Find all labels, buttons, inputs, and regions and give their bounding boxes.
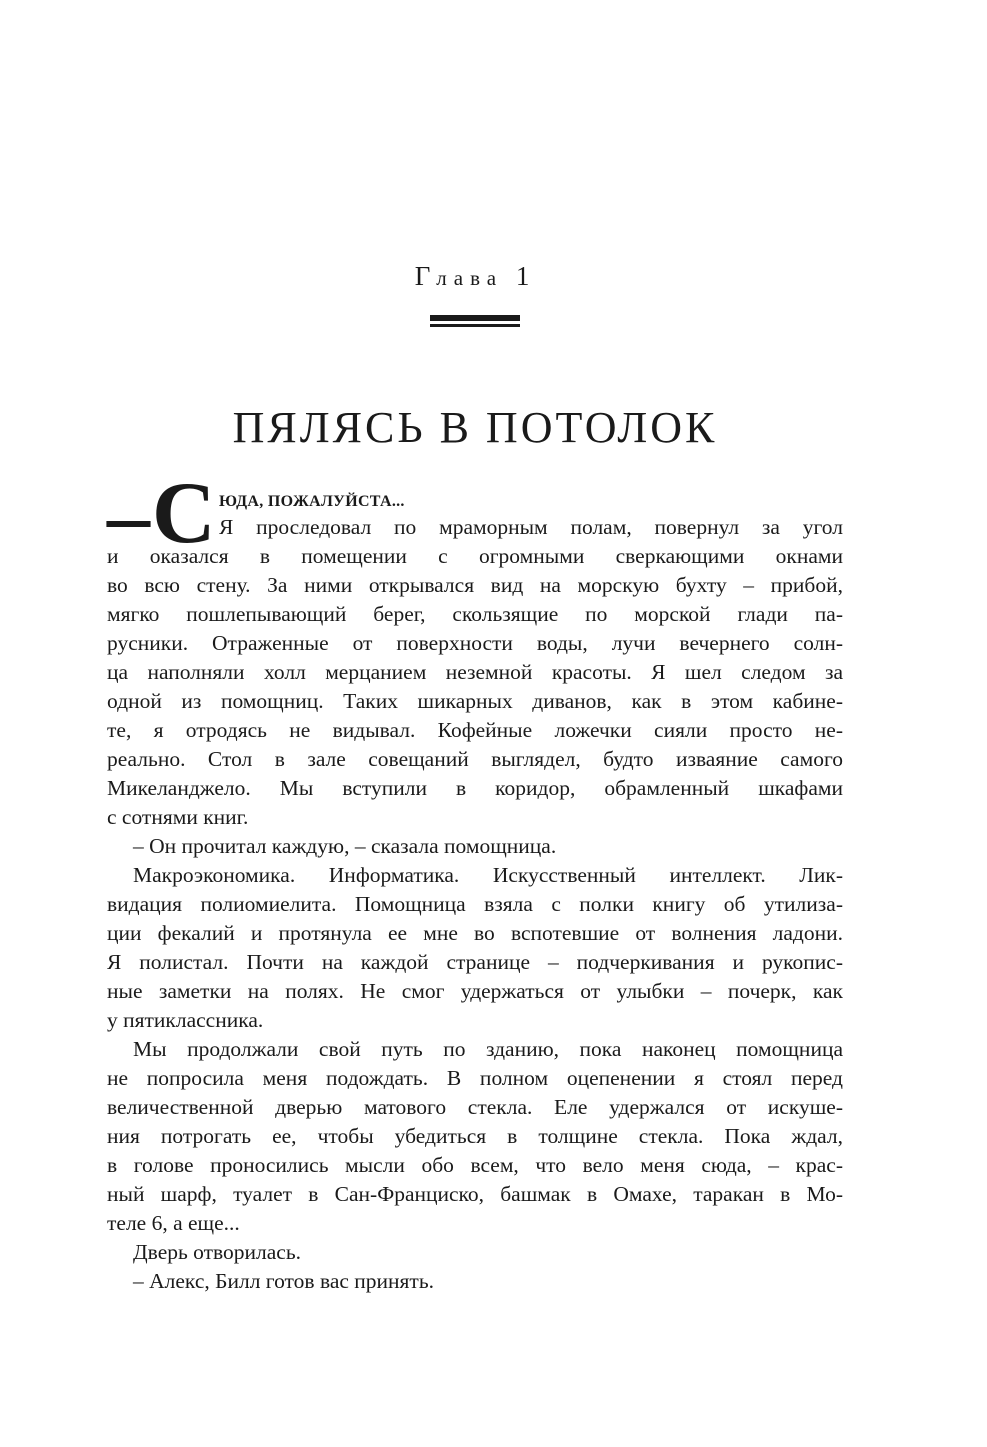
body-line: одной из помощниц. Таких шикарных диванов, как в этом кабине- bbox=[107, 689, 843, 713]
body-line: ции фекалий и протянула ее мне во вспотевшие от волнения ладони. bbox=[107, 921, 843, 945]
body-line: ния потрогать ее, чтобы убедиться в толщине стекла. Пока ждал, bbox=[107, 1124, 843, 1148]
chapter-number: 1 bbox=[515, 261, 536, 291]
body-line: реально. Стол в зале совещаний выглядел, будто изваяние самого bbox=[107, 747, 843, 771]
body-line: с сотнями книг. bbox=[107, 805, 249, 829]
body-line: видация полиомиелита. Помощница взяла с полки книгу об утилиза- bbox=[107, 892, 843, 916]
chapter-label-rest: лава bbox=[436, 266, 504, 290]
body-line: ные заметки на полях. Не смог удержаться от улыбки – почерк, как bbox=[107, 979, 843, 1003]
body-line: величественной дверью матового стекла. Еле удержался от искуше- bbox=[107, 1095, 843, 1119]
body-line: в голове проносились мысли обо всем, что вело меня сюда, – крас- bbox=[107, 1153, 843, 1177]
body-line: Дверь отворилась. bbox=[133, 1240, 302, 1264]
body-line: и оказался в помещении с огромными сверкающими окнами bbox=[107, 544, 843, 568]
body-line: – Алекс, Билл готов вас принять. bbox=[133, 1269, 435, 1293]
body-line: Мы продолжали свой путь по зданию, пока наконец помощница bbox=[133, 1037, 843, 1061]
body-line: – Он прочитал каждую, – сказала помощница. bbox=[133, 834, 557, 858]
body-line: Я полистал. Почти на каждой странице – подчеркивания и рукопис- bbox=[107, 950, 843, 974]
body-line: Макроэкономика. Информатика. Искусственный интеллект. Лик- bbox=[133, 863, 843, 887]
body-line: во всю стену. За ними открывался вид на морскую бухту – прибой, bbox=[107, 573, 843, 597]
ornament-thin-rule bbox=[430, 324, 520, 327]
body-line: ный шарф, туалет в Сан-Франциско, башмак в Омахе, таракан в Мо- bbox=[107, 1182, 843, 1206]
body-line: ца наполняли холл мерцанием неземной красоты. Я шел следом за bbox=[107, 660, 843, 684]
body-line: Я проследовал по мраморным полам, повернул за угол bbox=[219, 515, 843, 539]
body-line: теле 6, а еще... bbox=[107, 1211, 240, 1235]
chapter-label-initial: Г bbox=[414, 261, 437, 291]
chapter-ornament bbox=[430, 315, 520, 327]
body-line: те, я отродясь не видывал. Кофейные ложечки сияли просто не- bbox=[107, 718, 843, 742]
ornament-thick-rule bbox=[430, 315, 520, 321]
body-line: русники. Отраженные от поверхности воды, лучи вечернего солн- bbox=[107, 631, 843, 655]
body-line: мягко пошлепывающий берег, скользящие по морской глади па- bbox=[107, 602, 843, 626]
lead-in-text: ЮДА, ПОЖАЛУЙСТА... bbox=[219, 493, 405, 510]
body-line: у пятиклассника. bbox=[107, 1008, 264, 1032]
drop-cap-letter: С bbox=[152, 465, 216, 562]
body-line: не попросила меня подождать. В полном оцепенении я стоял перед bbox=[107, 1066, 843, 1090]
chapter-title: ПЯЛЯСЬ В ПОТОЛОК bbox=[232, 403, 718, 452]
drop-cap-dash: – bbox=[107, 467, 150, 563]
chapter-label bbox=[0, 258, 950, 296]
body-line: Микеланджело. Мы вступили в коридор, обрамленный шкафами bbox=[107, 776, 843, 800]
